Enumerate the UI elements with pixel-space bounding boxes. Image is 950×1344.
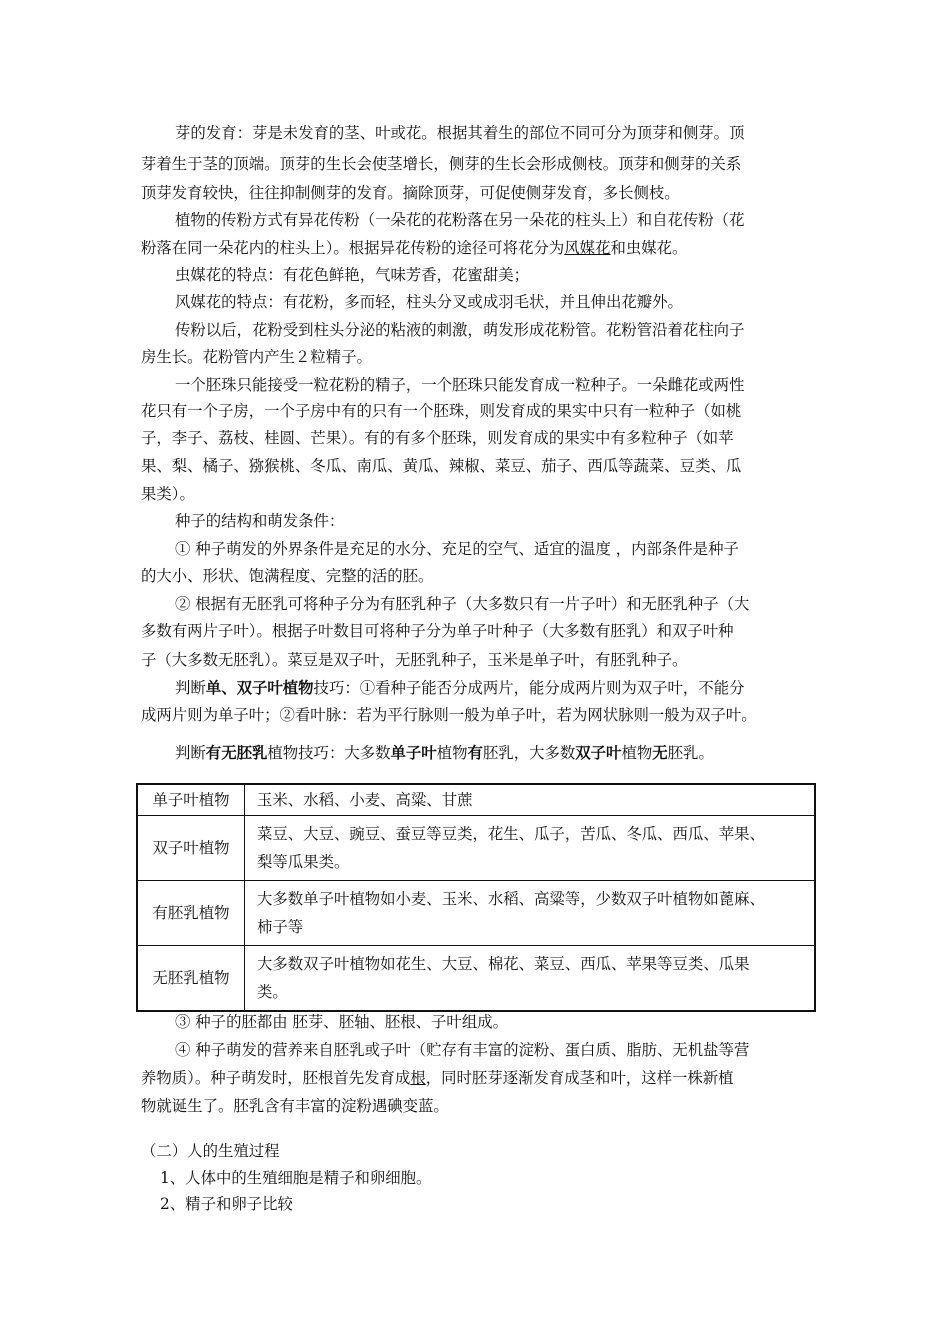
para-bud-line1: 芽的发育：芽是未发育的茎、叶或花。根据其着生的部位不同可分为顶芽和侧芽。顶: [175, 124, 745, 142]
para-endosperm-line2: 多数有两片子叶）。根据子叶数目可将种子分为单子叶种子（大多数有胚乳）和双子叶种: [141, 622, 734, 640]
para-embryo: ③ 种子的胚都由 胚芽、胚轴、胚根、子叶组成。: [175, 1013, 508, 1031]
para-bud-line2: 芽着生于茎的顶端。顶芽的生长会使茎增长，侧芽的生长会形成侧枝。顶芽和侧芽的关系: [141, 155, 742, 173]
table-row-label: 双子叶植物: [137, 816, 245, 881]
para-cotyledon-tip-line2: 成两片则为单子叶；②看叶脉：若为平行脉则一般为单子叶，若为网状脉则一般为双子叶。: [141, 706, 757, 724]
table-row-value: 玉米、水稻、小麦、高粱、甘蔗: [245, 784, 816, 816]
table-row-label: 无胚乳植物: [137, 946, 245, 1012]
plant-classification-table: [136, 783, 816, 1012]
table-row: [137, 946, 815, 1012]
para-nutrition-line1: ④ 种子萌发的营养来自胚乳或子叶（贮存有丰富的淀粉、蛋白质、脂肪、无机盐等营: [175, 1041, 750, 1059]
para-ovule-line4: 果、梨、橘子、猕猴桃、冬瓜、南瓜、黄瓜、辣椒、菜豆、茄子、西瓜等蔬菜、豆类、瓜: [141, 457, 742, 475]
para-ovule-line5: 果类）。: [141, 485, 195, 503]
para-ovule-line1: 一个胚珠只能接受一粒花粉的精子，一个胚珠只能发育成一粒种子。一朵雌花或两性: [175, 376, 745, 394]
table-row-value: 菜豆、大豆、豌豆、蚕豆等豆类，花生、瓜子，苦瓜、冬瓜、西瓜、苹果、 梨等瓜果类。: [245, 816, 816, 881]
list-item: 1、人体中的生殖细胞是精子和卵细胞。: [160, 1169, 432, 1187]
table-row: [137, 881, 815, 946]
para-ovule-line3: 子，李子、荔枝、桂圆、芒果）。有的有多个胚珠，则发育成的果实中有多粒种子（如苹: [141, 429, 734, 447]
para-endosperm-tip: 判断有无胚乳植物技巧：大多数单子叶植物有胚乳，大多数双子叶植物无胚乳。: [175, 744, 714, 762]
list-item: 2、精子和卵子比较: [160, 1195, 293, 1213]
table-row-value: 大多数单子叶植物如小麦、玉米、水稻、高粱等，少数双子叶植物如蓖麻、 柿子等: [245, 881, 816, 946]
table-row-value: 大多数双子叶植物如花生、大豆、棉花、菜豆、西瓜、苹果等豆类、瓜果 类。: [245, 946, 816, 1012]
para-bud-line3: 顶芽发育较快，往往抑制侧芽的发育。摘除顶芽，可促使侧芽发育，多长侧枝。: [141, 184, 680, 202]
para-nutrition-line3: 物就诞生了。胚乳含有丰富的淀粉遇碘变蓝。: [141, 1097, 449, 1115]
table-row-label: 有胚乳植物: [137, 881, 245, 946]
table-row: [137, 816, 815, 881]
para-endosperm-line1: ② 根据有无胚乳可将种子分为有胚乳种子（大多数只有一片子叶）和无胚乳种子（大: [175, 595, 750, 613]
underlined-term: 根: [410, 1069, 426, 1087]
para-germination-line2: 的大小、形状、饱满程度、完整的活的胚。: [141, 567, 434, 585]
table-row-label: 单子叶植物: [137, 784, 245, 816]
para-endosperm-line3: 子（大多数无胚乳）。菜豆是双子叶，无胚乳种子，玉米是单子叶，有胚乳种子。: [141, 651, 688, 669]
section-title: （二）人的生殖过程: [141, 1142, 280, 1160]
para-insect-flower: 虫媒花的特点：有花色鲜艳，气味芳香，花蜜甜美；: [175, 266, 529, 284]
para-pollen-tube-line1: 传粉以后，花粉受到柱头分泌的粘液的刺激，萌发形成花粉管。花粉管沿着花柱向子: [175, 321, 745, 339]
para-wind-flower: 风媒花的特点：有花粉，多而轻，柱头分叉或成羽毛状，并且伸出花瓣外。: [175, 293, 683, 311]
para-pollen-tube-line2: 房生长。花粉管内产生２粒精子。: [141, 348, 372, 366]
table-row: [137, 784, 815, 816]
para-germination-line1: ① 种子萌发的外界条件是充足的水分、充足的空气、适宜的温度 ，内部条件是种子: [175, 540, 739, 558]
para-pollination-line1: 植物的传粉方式有异花传粉（一朵花的花粉落在另一朵花的柱头上）和自花传粉（花: [175, 211, 745, 229]
underlined-term: 风媒花: [564, 239, 611, 257]
para-seed-heading: 种子的结构和萌发条件：: [175, 512, 345, 530]
para-pollination-line2: 粉落在同一朵花内的柱头上）。根据异花传粉的途径可将花分为风媒花和虫媒花。: [141, 239, 688, 257]
para-cotyledon-tip-line1: 判断单、双子叶植物技巧：①看种子能否分成两片，能分成两片则为双子叶，不能分: [175, 679, 745, 697]
para-nutrition-line2: 养物质）。种子萌发时，胚根首先发育成根，同时胚芽逐渐发育成茎和叶，这样一株新植: [141, 1069, 734, 1087]
para-ovule-line2: 花只有一个子房，一个子房中有的只有一个胚珠，则发育成的果实中只有一粒种子（如桃: [141, 402, 742, 420]
